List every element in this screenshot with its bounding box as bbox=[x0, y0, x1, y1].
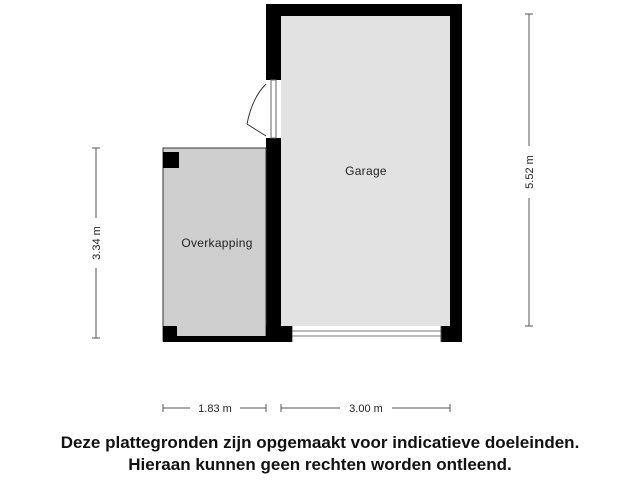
disclaimer-line-2: Hieraan kunnen geen rechten worden ontleend. bbox=[128, 455, 512, 474]
room-label-garage: Garage bbox=[345, 164, 387, 178]
post-bottom-right bbox=[266, 326, 292, 342]
side-door-leaf bbox=[247, 124, 266, 136]
room-label-overkapping: Overkapping bbox=[181, 236, 253, 250]
dimension-label-garage-width: 3.00 m bbox=[349, 403, 383, 415]
dimension-overkapping-width bbox=[163, 403, 266, 415]
disclaimer-line-1: Deze plattegronden zijn opgemaakt voor indicatieve doeleinden. bbox=[60, 433, 580, 452]
side-door-swing bbox=[247, 84, 266, 124]
dimension-garage-depth bbox=[524, 14, 536, 326]
dimension-label-overkapping-width: 1.83 m bbox=[198, 403, 232, 415]
dimension-overkapping-depth bbox=[91, 148, 103, 338]
garage-door-opening bbox=[292, 326, 441, 342]
side-door-opening bbox=[266, 80, 281, 138]
post-bottom-left bbox=[163, 326, 177, 342]
dimension-label-garage-depth: 5.52 m bbox=[524, 155, 536, 189]
dimension-garage-width bbox=[281, 403, 450, 415]
disclaimer bbox=[0, 432, 640, 476]
dimension-label-overkapping-depth: 3.34 m bbox=[91, 226, 103, 260]
post-top-left bbox=[163, 152, 179, 168]
